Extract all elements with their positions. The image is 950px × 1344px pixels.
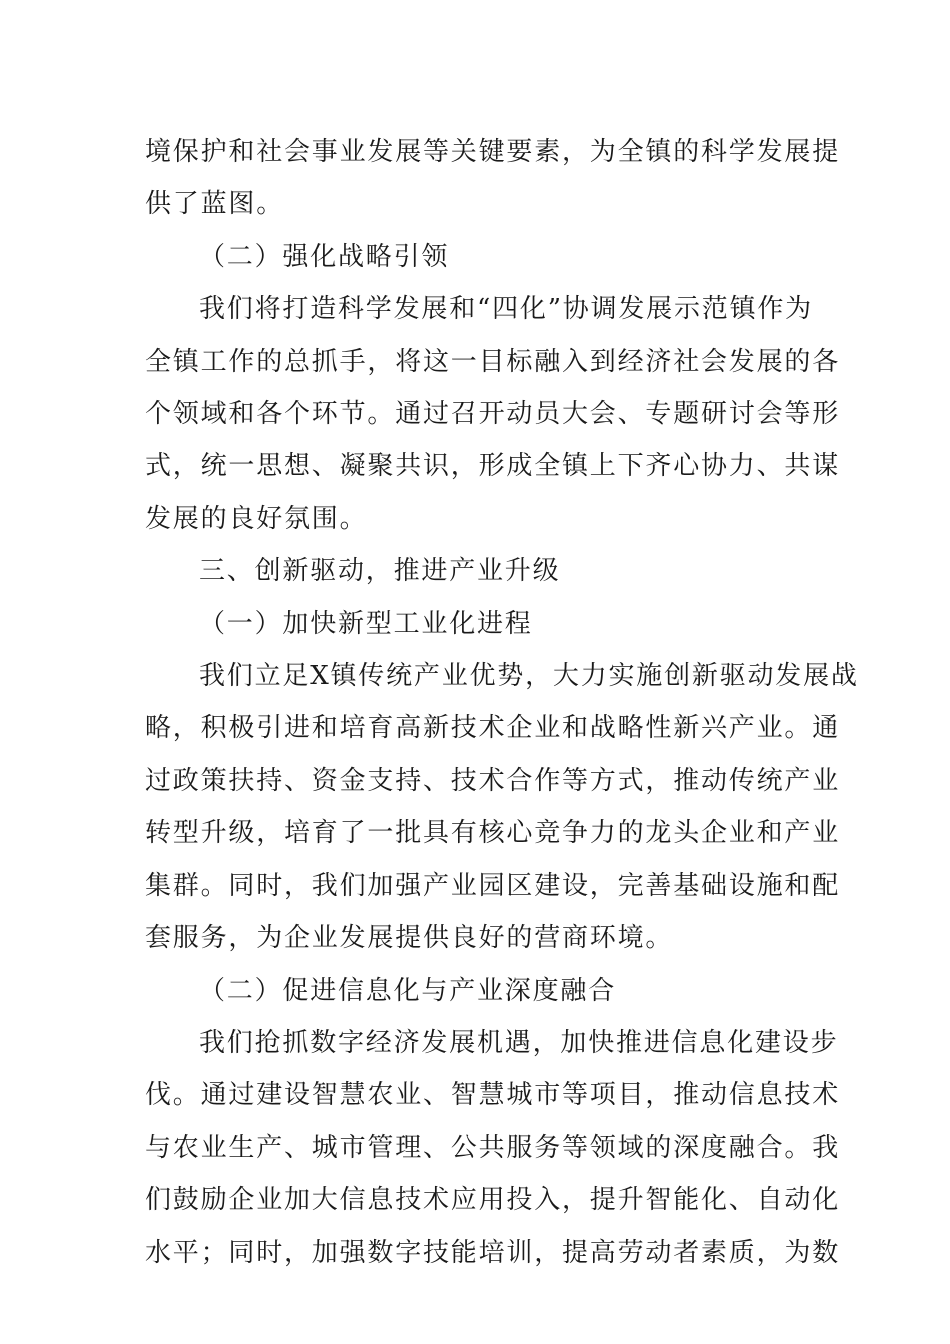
paragraph: [145, 1017, 841, 1279]
text-line: 集群。同时，我们加强产业园区建设，完善基础设施和配: [145, 870, 841, 901]
section-heading: [145, 598, 807, 650]
heading-text: （二）强化战略引领: [199, 241, 450, 272]
text-line: 境保护和社会事业发展等关键要素，为全镇的科学发展提: [145, 137, 841, 167]
text-line: 供了蓝图。: [145, 189, 285, 220]
text-line: 伐。通过建设智慧农业、智慧城市等项目，推动信息技术: [145, 1080, 841, 1111]
text-line: 与农业生产、城市管理、公共服务等领域的深度融合。我: [145, 1132, 841, 1163]
section-heading: [145, 965, 807, 1017]
text-line: 过政策扶持、资金支持、技术合作等方式，推动传统产业: [145, 765, 841, 796]
text-line: 发展的良好氛围。: [145, 503, 368, 534]
heading-text: （二）促进信息化与产业深度融合: [199, 975, 617, 1006]
heading-text: （一）加快新型工业化进程: [199, 608, 533, 639]
paragraph: [145, 650, 859, 964]
section-heading: [145, 231, 807, 283]
heading-text: 三、创新驱动，推进产业升级: [199, 556, 561, 587]
text-line: 全镇工作的总抓手，将这一目标融入到经济社会发展的各: [145, 346, 841, 377]
paragraph: [145, 283, 841, 545]
text-line: 个领域和各个环节。通过召开动员大会、专题研讨会等形: [145, 399, 841, 430]
text-line: 水平；同时，加强数字技能培训，提高劳动者素质，为数: [145, 1237, 841, 1268]
text-line: 略，积极引进和培育高新技术企业和战略性新兴产业。通: [145, 713, 841, 744]
text-line: 转型升级，培育了一批具有核心竞争力的龙头企业和产业: [145, 818, 841, 849]
chapter-heading: [145, 545, 807, 597]
text-line: 我们立足X镇传统产业优势，大力实施创新驱动发展战: [199, 661, 859, 692]
text-line: 我们抢抓数字经济发展机遇，加快推进信息化建设步: [199, 1027, 839, 1058]
text-line: 我们将打造科学发展和“四化”协调发展示范镇作为: [199, 294, 813, 325]
document-body: [145, 126, 859, 1279]
text-line: 式，统一思想、凝聚共识，形成全镇上下齐心协力、共谋: [145, 451, 841, 482]
text-line: 们鼓励企业加大信息技术应用投入，提升智能化、自动化: [145, 1185, 841, 1216]
text-line: 套服务，为企业发展提供良好的营商环境。: [145, 923, 674, 954]
paragraph-continuation: [145, 126, 841, 231]
